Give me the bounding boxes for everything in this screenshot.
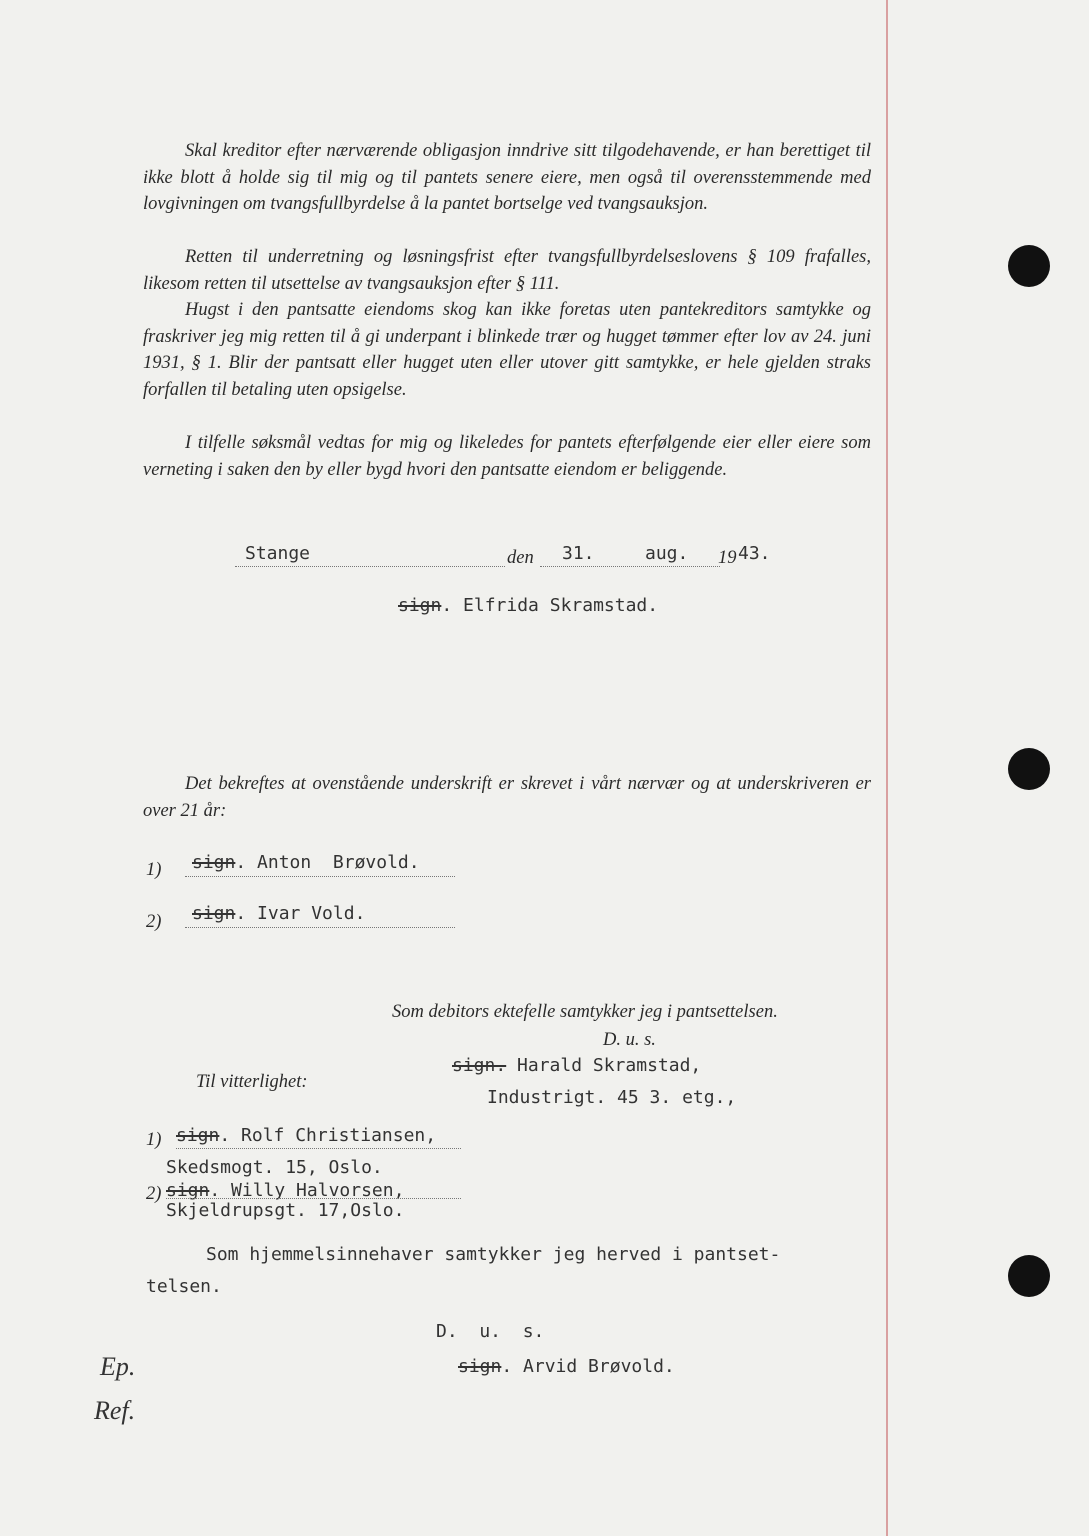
owner-consent-line2: telsen. — [146, 1276, 222, 1297]
date-day: 31. — [562, 543, 595, 564]
paragraph-kreditor: Skal kreditor efter nærværende obligasjon inndrive sitt tilgodehavende, er han berettiget til ikke blott å holde sig til mig og til pantets senere eiere, men også til overensstemmende med lovgivningen om tvangsfullbyrdelse å la pantet bortselge ved tvangsauksjon. — [143, 141, 871, 215]
paragraph-verneting: I tilfelle søksmål vedtas for mig og likeledes for pantets efterfølgende eier eller eiere som verneting i saken den by eller bygd hvori den pantsatte eiendom er beliggende. — [143, 433, 871, 480]
date-den-label: den — [507, 548, 534, 568]
vitterlighet-signature: sign. Willy Halvorsen, — [166, 1180, 405, 1201]
punch-hole — [1008, 748, 1050, 790]
witness-signature: sign. Ivar Vold. — [192, 903, 366, 924]
owner-dus: D. u. s. — [436, 1321, 545, 1342]
date-dotline — [540, 566, 720, 567]
witness-signature: sign. Anton Brøvold. — [192, 852, 420, 873]
date-month: aug. — [645, 543, 689, 564]
owner-consent-line1: Som hjemmelsinnehaver samtykker jeg herved i pantset- — [206, 1244, 781, 1265]
vitterlighet-address: Skedsmogt. 15, Oslo. — [166, 1157, 383, 1178]
date-year-suffix: 43. — [738, 543, 771, 564]
witness-number: 1) — [146, 860, 162, 880]
punch-hole — [1008, 1255, 1050, 1297]
vitterlighet-number: 1) — [146, 1130, 162, 1150]
handwritten-initials: Ep. — [100, 1352, 136, 1381]
witness-number: 2) — [146, 912, 162, 932]
vitterlighet-dotline — [166, 1198, 461, 1199]
place-dotline — [235, 566, 505, 567]
witness-dotline — [185, 876, 455, 877]
margin-rule — [886, 0, 888, 1536]
til-vitterlighet-label: Til vitterlighet: — [196, 1072, 308, 1092]
witness-dotline — [185, 927, 455, 928]
date-place: Stange — [245, 543, 311, 564]
spouse-consent: Som debitors ektefelle samtykker jeg i pantsettelsen. — [392, 1002, 778, 1022]
vitterlighet-dotline — [176, 1148, 461, 1149]
witness-intro: Det bekreftes at ovenstående underskrift er skrevet i vårt nærvær og at underskriveren er over 21 år: — [143, 774, 871, 821]
date-year-prefix: 19 — [718, 548, 737, 568]
spouse-dus: D. u. s. — [603, 1030, 656, 1050]
owner-signature: sign. Arvid Brøvold. — [458, 1356, 675, 1377]
vitterlighet-address: Skjeldrupsgt. 17,Oslo. — [166, 1200, 405, 1221]
spouse-signature: sign. Harald Skramstad, — [452, 1055, 702, 1076]
paragraph-hugst: Hugst i den pantsatte eiendoms skog kan ikke foretas uten pantekreditors samtykke og fraskriver jeg mig retten til å gi underpant i blinkede trær og hugget tømmer efter lov av 24. juni 1931, § 1. Blir der pantsatt eller hugget uten eller utover gitt samtykke, er hele gjelden straks forfallen til betaling uten opsigelse. — [143, 300, 871, 400]
spouse-address: Industrigt. 45 3. etg., — [487, 1087, 737, 1108]
vitterlighet-number: 2) — [146, 1184, 162, 1204]
signature-main: sign. Elfrida Skramstad. — [398, 595, 659, 616]
punch-hole — [1008, 245, 1050, 287]
paragraph-underretning: Retten til underretning og løsningsfrist efter tvangsfullbyrdelseslovens § 109 frafalles, likesom retten til utsettelse av tvangsauksjon efter § 111. — [143, 247, 871, 294]
handwritten-initials: Ref. — [94, 1396, 136, 1425]
vitterlighet-signature: sign. Rolf Christiansen, — [176, 1125, 437, 1146]
